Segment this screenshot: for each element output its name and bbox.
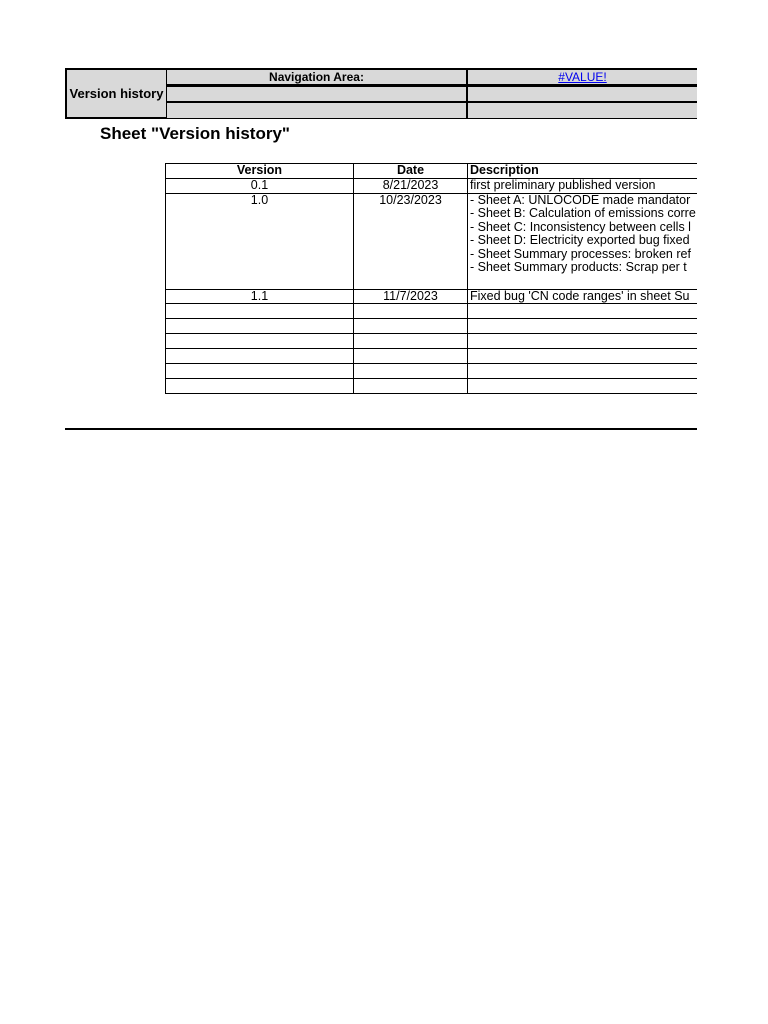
navigation-empty-cell bbox=[467, 86, 697, 102]
empty-cell bbox=[468, 379, 698, 394]
description-line: - Sheet Summary products: Scrap per t bbox=[470, 260, 687, 274]
description-cell bbox=[468, 193, 698, 289]
empty-cell bbox=[166, 379, 354, 394]
version-table bbox=[165, 163, 697, 394]
empty-cell bbox=[468, 334, 698, 349]
sheet-name-label: Version history bbox=[65, 68, 168, 119]
empty-cell bbox=[354, 334, 468, 349]
navigation-empty-cell bbox=[166, 102, 467, 119]
table-row-empty bbox=[166, 379, 698, 394]
empty-cell bbox=[166, 319, 354, 334]
column-header-version: Version bbox=[166, 164, 354, 179]
navigation-link[interactable]: #VALUE! bbox=[558, 70, 607, 84]
date-cell: 8/21/2023 bbox=[354, 179, 468, 194]
description-line: - Sheet A: UNLOCODE made mandator bbox=[470, 193, 691, 207]
description-line: - Sheet Summary processes: broken ref bbox=[470, 246, 691, 261]
table-row-empty bbox=[166, 349, 698, 364]
empty-cell bbox=[354, 304, 468, 319]
table-row bbox=[166, 179, 698, 194]
navigation-empty-cell bbox=[166, 86, 467, 102]
description-cell bbox=[468, 179, 698, 194]
bottom-divider bbox=[65, 428, 697, 430]
column-header-description: Description bbox=[468, 164, 698, 179]
empty-cell bbox=[166, 334, 354, 349]
description-line: - Sheet C: Inconsistency between cells l bbox=[470, 219, 691, 234]
description-line: first preliminary published version bbox=[470, 178, 656, 192]
table-row-empty bbox=[166, 319, 698, 334]
empty-cell bbox=[166, 364, 354, 379]
column-header-date: Date bbox=[354, 164, 468, 179]
empty-cell bbox=[354, 349, 468, 364]
empty-cell bbox=[166, 349, 354, 364]
description-line: - Sheet D: Electricity exported bug fixed bbox=[470, 233, 690, 247]
date-cell: 10/23/2023 bbox=[354, 193, 468, 289]
version-cell: 1.0 bbox=[166, 193, 354, 289]
empty-cell bbox=[354, 319, 468, 334]
empty-cell bbox=[354, 379, 468, 394]
table-row bbox=[166, 193, 698, 289]
navigation-empty-cell bbox=[467, 102, 697, 119]
empty-cell bbox=[166, 304, 354, 319]
navigation-link-cell bbox=[467, 68, 697, 86]
description-line: Fixed bug 'CN code ranges' in sheet Su bbox=[470, 289, 690, 303]
description-cell bbox=[468, 289, 698, 304]
navigation-grid bbox=[166, 68, 697, 119]
table-row-empty bbox=[166, 334, 698, 349]
empty-cell bbox=[468, 349, 698, 364]
sheet-title: Sheet "Version history" bbox=[100, 124, 290, 143]
navigation-block bbox=[65, 68, 697, 119]
navigation-area-label: Navigation Area: bbox=[166, 68, 467, 86]
empty-cell bbox=[354, 364, 468, 379]
empty-cell bbox=[468, 364, 698, 379]
version-table-container bbox=[165, 163, 697, 399]
version-cell: 1.1 bbox=[166, 289, 354, 304]
table-row bbox=[166, 289, 698, 304]
empty-cell bbox=[468, 319, 698, 334]
empty-cell bbox=[468, 304, 698, 319]
date-cell: 11/7/2023 bbox=[354, 289, 468, 304]
description-line: - Sheet B: Calculation of emissions corre bbox=[470, 206, 696, 220]
table-row-empty bbox=[166, 364, 698, 379]
version-cell: 0.1 bbox=[166, 179, 354, 194]
table-row-empty bbox=[166, 304, 698, 319]
